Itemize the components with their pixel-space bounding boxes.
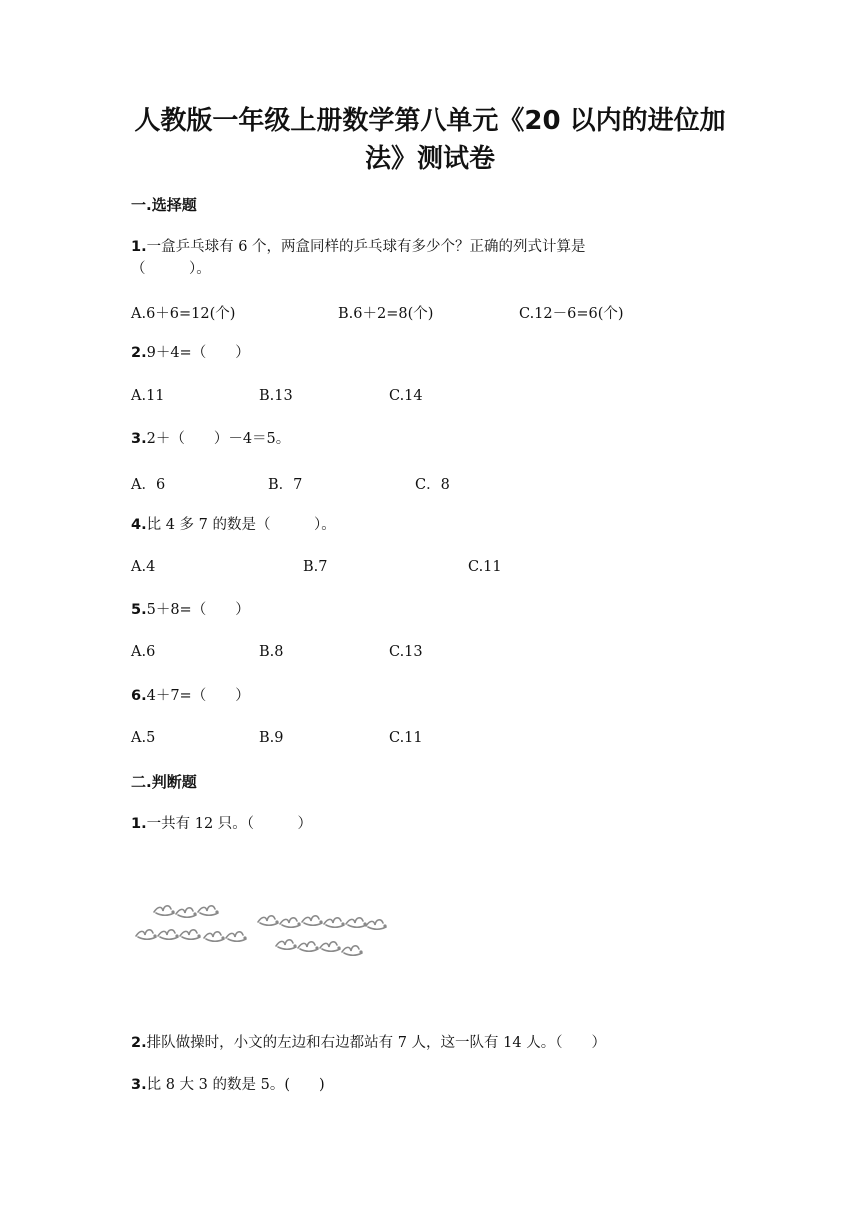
option-a[interactable]: A.6 xyxy=(131,644,156,660)
question-number: 2. xyxy=(131,1035,147,1051)
question-text: 比 4 多 7 的数是（ ）。 xyxy=(146,517,336,533)
option-b[interactable]: B.8 xyxy=(259,644,284,660)
section-heading-judge: 二.判断题 xyxy=(131,773,197,791)
option-c[interactable]: C.13 xyxy=(389,644,423,660)
option-b[interactable]: B.13 xyxy=(259,388,293,404)
question-text: 5＋8=（ ） xyxy=(146,602,250,618)
question-text: 比 8 大 3 的数是 5。( ) xyxy=(146,1077,325,1093)
option-c[interactable]: C.14 xyxy=(389,388,423,404)
option-c[interactable]: C.12－6=6(个) xyxy=(519,306,624,322)
question-1 xyxy=(131,236,586,280)
question-number: 3. xyxy=(131,431,147,447)
question-number: 4. xyxy=(131,517,147,533)
question-number: 1. xyxy=(131,816,147,832)
question-5 xyxy=(131,599,250,621)
question-3 xyxy=(131,428,290,450)
question-text: 排队做操时，小文的左边和右边都站有 7 人，这一队有 14 人。（ ） xyxy=(146,1035,606,1051)
option-a[interactable]: A.11 xyxy=(131,388,165,404)
page-title xyxy=(60,102,800,178)
title-line-1: 人教版一年级上册数学第八单元《20 以内的进位加 xyxy=(134,106,726,136)
section-heading-choice: 一.选择题 xyxy=(131,196,197,214)
question-text: 4＋7=（ ） xyxy=(146,688,250,704)
option-c[interactable]: C.11 xyxy=(468,559,502,575)
option-a[interactable]: A．6 xyxy=(131,477,166,493)
birds-illustration-icon xyxy=(128,898,388,968)
question-number: 6. xyxy=(131,688,147,704)
question-text: 2＋（ ）－4＝5。 xyxy=(146,431,291,447)
option-a[interactable]: A.6＋6=12(个) xyxy=(131,306,236,322)
option-b[interactable]: B.9 xyxy=(259,730,284,746)
question-number: 2. xyxy=(131,345,147,361)
question-number: 5. xyxy=(131,602,147,618)
option-c[interactable]: C.11 xyxy=(389,730,423,746)
question-text: 9＋4=（ ） xyxy=(146,345,250,361)
question-number: 3. xyxy=(131,1077,147,1093)
question-number: 1. xyxy=(131,239,147,255)
judge-question-2 xyxy=(131,1032,606,1054)
judge-question-1 xyxy=(131,813,312,835)
option-c[interactable]: C．8 xyxy=(415,477,450,493)
question-text-cont: （ ）。 xyxy=(131,261,211,277)
question-6 xyxy=(131,685,250,707)
option-a[interactable]: A.5 xyxy=(131,730,156,746)
question-4 xyxy=(131,514,336,536)
option-a[interactable]: A.4 xyxy=(131,559,156,575)
option-b[interactable]: B.6＋2=8(个) xyxy=(338,306,434,322)
option-b[interactable]: B．7 xyxy=(268,477,303,493)
judge-question-3 xyxy=(131,1074,325,1096)
question-2 xyxy=(131,342,250,364)
question-text: 一共有 12 只。（ ） xyxy=(146,816,313,832)
title-line-2: 法》测试卷 xyxy=(364,144,495,174)
option-b[interactable]: B.7 xyxy=(303,559,328,575)
question-text: 一盒乒乓球有 6 个，两盒同样的乒乓球有多少个？正确的列式计算是 xyxy=(146,239,586,255)
